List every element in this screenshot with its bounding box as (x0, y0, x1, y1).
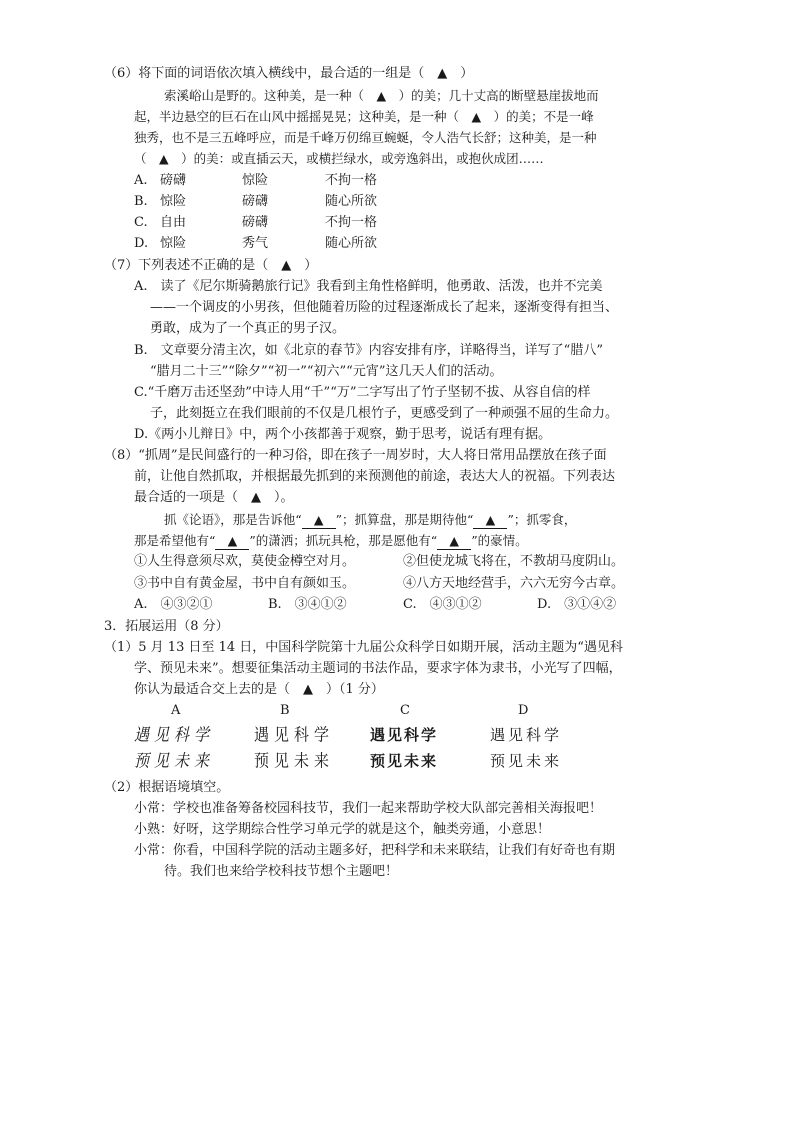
q8-item-1: ①人生得意须尽欢，莫使金樽空对月。 (134, 554, 356, 569)
option-word: 磅礴 (242, 194, 269, 209)
q8-passage-line (164, 510, 576, 530)
q6-passage-line: （ ▲ ）的美：或直插云天，或横拦绿水，或旁逸斜出，或抱伙成团…… (134, 151, 544, 166)
answer-blank[interactable]: ▲ (302, 512, 336, 529)
q8-stem-cont: 前，让他自然抓取，并根据最先抓到的来预测他的前途，表达大人的祝福。下列表达 (134, 469, 616, 484)
passage-text: ”；抓零食， (507, 512, 577, 527)
callig-letter-c: C (400, 703, 410, 718)
sec3-q1-stem-cont: 学、预见未来”。想要征集活动主题词的书法作品，要求字体为隶书，小光写了四幅， (134, 661, 622, 676)
answer-blank[interactable]: ▲ (215, 533, 249, 550)
option-label: A. (134, 173, 148, 188)
callig-row (370, 724, 438, 746)
callig-row (134, 724, 214, 746)
section-3-title: 3．拓展运用（8 分） (104, 619, 229, 634)
dialog-line: 小常：你看，中国科学院的活动主题多好，把科学和未来联结，让我们有好奇也有期 (134, 843, 616, 858)
callig-text: 预见未来 (370, 752, 439, 770)
q8-stem: （8）“抓周”是民间盛行的一种习俗，即在孩子一周岁时，大人将日常用品摆放在孩子面 (104, 448, 607, 463)
q8-item-4: ④八方天地经营手，六六无穷今古章。 (403, 576, 625, 591)
q7-option-c[interactable]: C.“千磨万击还坚劲”中诗人用“千”“万”二字写出了竹子坚韧不拔、从容自信的样 (134, 385, 591, 400)
option-word: 自由 (160, 215, 187, 230)
answer-blank[interactable]: ▲ (437, 533, 471, 550)
dialog-line: 小熟：好呀，这学期综合性学习单元学的就是这个，触类旁通，小意思！ (134, 822, 551, 837)
callig-row (490, 724, 562, 746)
callig-text: 遇见科学 (370, 726, 439, 744)
option-word: 秀气 (242, 236, 269, 251)
option-word: 惊险 (242, 173, 269, 188)
callig-text: 预见未来 (254, 750, 335, 772)
q8-stem-cont: 最合适的一项是（ ▲ ）。 (134, 490, 294, 505)
callig-text: 预见未来 (134, 750, 215, 772)
passage-text: 抓《论语》，那是告诉他“ (164, 512, 302, 527)
q7-option-b[interactable]: B. 文章要分清主次，如《北京的春节》内容安排有序，详略得当，详写了“腊八” (134, 343, 603, 358)
option-word: 随心所欲 (325, 236, 378, 251)
callig-letter-a: A (171, 703, 181, 718)
callig-text: 遇见科学 (254, 724, 335, 746)
q8-choice-a[interactable]: A. ④③②① (134, 597, 213, 612)
q7-option-d[interactable]: D.《两小儿辩日》中，两个小孩都善于观察，勤于思考，说话有理有据。 (134, 427, 552, 442)
answer-blank[interactable]: ▲ (473, 512, 507, 529)
callig-text: 遇见科学 (134, 724, 215, 746)
option-word: 惊险 (160, 194, 187, 209)
q7-stem: （7）下列表述不正确的是（ ▲ ） (104, 258, 318, 273)
sec3-q2-stem: （2）根据语境填空。 (104, 780, 230, 795)
q7-option-a-cont: 勇敢，成为了一个真正的男子汉。 (150, 321, 346, 336)
sec3-q1-stem-cont: 你认为最适合交上去的是（ ▲ ）（1 分） (134, 682, 384, 697)
q8-choice-c[interactable]: C. ④③①② (403, 597, 482, 612)
q8-choice-d[interactable]: D. ③①④② (537, 597, 617, 612)
passage-text: ”；抓算盘，那是期待他“ (335, 512, 474, 527)
passage-text: ”的豪情。 (471, 533, 528, 548)
callig-row (134, 750, 214, 772)
q7-option-a-cont: ——一个调皮的小男孩，但他随着历险的过程逐渐成长了起来，逐渐变得有担当、 (150, 300, 619, 315)
q7-option-c-cont: 子，此刻挺立在我们眼前的不仅是几根竹子，更感受到了一种顽强不屈的生命力。 (150, 406, 619, 421)
q8-choice-b[interactable]: B. ③④①② (268, 597, 347, 612)
option-label: B. (134, 194, 148, 209)
option-word: 磅礴 (242, 215, 269, 230)
option-word: 惊险 (160, 236, 187, 251)
option-label: D. (134, 236, 149, 251)
callig-row (370, 750, 438, 772)
q6-passage-line: 起，半边悬空的巨石在山风中摇摇晃晃；这种美，是一种（ ▲ ）的美；不是一峰 (134, 109, 594, 124)
q7-option-b-cont: “腊月二十三”“除夕”“初一”“初六”“元宵”这几天人们的活动。 (150, 364, 503, 379)
option-word: 不拘一格 (325, 173, 378, 188)
q6-stem: （6）将下面的词语依次填入横线中，最合适的一组是（ ▲ ） (104, 66, 474, 81)
callig-letter-b: B (280, 703, 290, 718)
callig-text: 预见未来 (490, 752, 563, 770)
option-word: 磅礴 (160, 173, 187, 188)
q8-item-2: ②但使龙城飞将在，不教胡马度阴山。 (403, 554, 625, 569)
q8-item-3: ③书中自有黄金屋，书中自有颜如玉。 (134, 576, 356, 591)
sec3-q1-stem: （1）5 月 13 日至 14 日，中国科学院第十九届公众科学日如期开展，活动主题为“遇见科 (104, 640, 623, 655)
option-label: C. (134, 215, 148, 230)
callig-row (254, 750, 334, 772)
callig-row (490, 750, 562, 772)
passage-text: ”的潇洒；抓玩具枪，那是愿他有“ (249, 533, 438, 548)
option-word: 随心所欲 (325, 194, 378, 209)
dialog-line-cont: 待。我们也来给学校科技节想个主题吧！ (164, 864, 399, 879)
q6-passage-line: 独秀，也不是三五峰呼应，而是千峰万仞绵亘蜿蜒，令人浩气长舒；这种美，是一种 (134, 130, 597, 145)
passage-text: 那是希望他有“ (134, 533, 216, 548)
q7-option-a[interactable]: A. 读了《尼尔斯骑鹅旅行记》我看到主角性格鲜明，他勇敢、活泼，也并不完美 (134, 279, 603, 294)
q6-passage-line: 索溪峪山是野的。这种美，是一种（ ▲ ）的美；几十丈高的断壁悬崖拔地而 (164, 88, 599, 103)
callig-row (254, 724, 334, 746)
callig-letter-d: D (518, 703, 529, 718)
option-word: 不拘一格 (325, 215, 378, 230)
q8-passage-line (134, 531, 528, 551)
dialog-line: 小常：学校也准备筹备校园科技节，我们一起来帮助学校大队部完善相关海报吧！ (134, 801, 603, 816)
callig-text: 遇见科学 (490, 726, 563, 744)
